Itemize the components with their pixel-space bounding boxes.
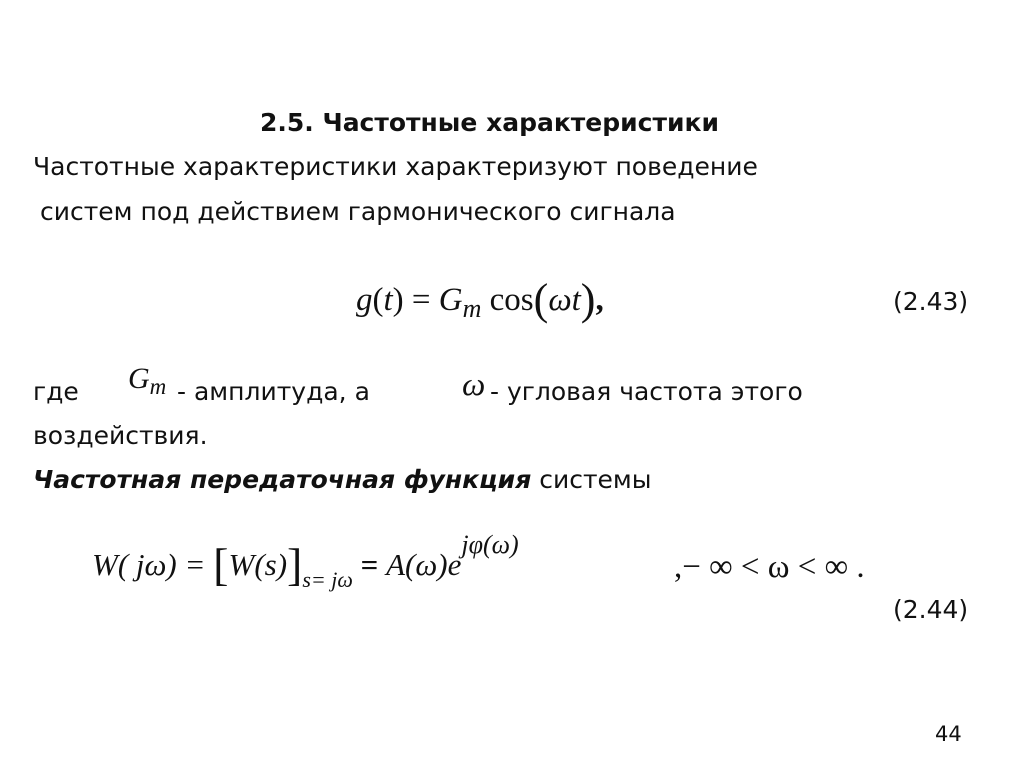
where-label: где bbox=[33, 377, 79, 406]
eq244-equals: = bbox=[352, 547, 387, 582]
eq244-A: A bbox=[386, 547, 406, 582]
eq243-big-rparen: ) bbox=[580, 275, 596, 324]
page-number: 44 bbox=[935, 722, 962, 746]
eq244-big-lbracket: [ bbox=[213, 539, 229, 590]
amplitude-symbol bbox=[128, 362, 166, 400]
amplitude-text: - амплитуда, а bbox=[177, 377, 370, 406]
equation-number-2-44: (2.44) bbox=[893, 595, 969, 624]
intro-line-2: систем под действием гармонического сигнала bbox=[40, 197, 676, 226]
eq243-big-lparen: ( bbox=[533, 275, 549, 324]
eq244-omega-arg: (ω) bbox=[405, 547, 448, 582]
freq-transfer-function-rest: системы bbox=[531, 465, 652, 494]
eq244-subscript: s= jω bbox=[302, 567, 353, 592]
omega-symbol: ω bbox=[462, 367, 486, 403]
eq243-comma: , bbox=[595, 282, 604, 318]
eq243-cos: cos bbox=[481, 282, 534, 318]
freq-transfer-function-term: Частотная передаточная функция bbox=[33, 465, 532, 494]
angular-frequency-text: - угловая частота этого bbox=[490, 377, 803, 406]
eq243-rparen-eq: ) = bbox=[392, 282, 439, 318]
intro-line-1: Частотные характеристики характеризуют поведение bbox=[33, 152, 758, 181]
slide-title: 2.5. Частотные характеристики bbox=[260, 108, 719, 137]
influence-text: воздействия. bbox=[33, 421, 208, 450]
equation-2-43 bbox=[356, 274, 604, 325]
eq244-W2: W bbox=[228, 547, 255, 582]
amplitude-symbol-m: m bbox=[149, 374, 167, 399]
eq243-G: G bbox=[438, 282, 463, 318]
frequency-range: ,− ∞ < ω < ∞ . bbox=[674, 549, 865, 585]
freq-transfer-function-line bbox=[33, 465, 652, 494]
eq244-big-rbracket: ] bbox=[287, 539, 303, 590]
eq244-W1: W bbox=[92, 547, 118, 582]
amplitude-symbol-G: G bbox=[128, 362, 150, 395]
equation-2-44 bbox=[92, 530, 519, 593]
eq243-t: t bbox=[383, 282, 393, 318]
eq244-s-arg: (s) bbox=[254, 547, 288, 582]
eq243-g: g bbox=[356, 282, 373, 318]
equation-number-2-43: (2.43) bbox=[893, 287, 969, 316]
eq244-e: e bbox=[447, 547, 462, 582]
eq243-m: m bbox=[462, 294, 482, 323]
eq244-j-omega-arg: ( jω) = bbox=[117, 547, 214, 582]
eq243-omega-t: ωt bbox=[548, 282, 581, 318]
eq244-exponent: jφ(ω) bbox=[461, 530, 519, 559]
eq243-lparen: ( bbox=[372, 282, 384, 318]
